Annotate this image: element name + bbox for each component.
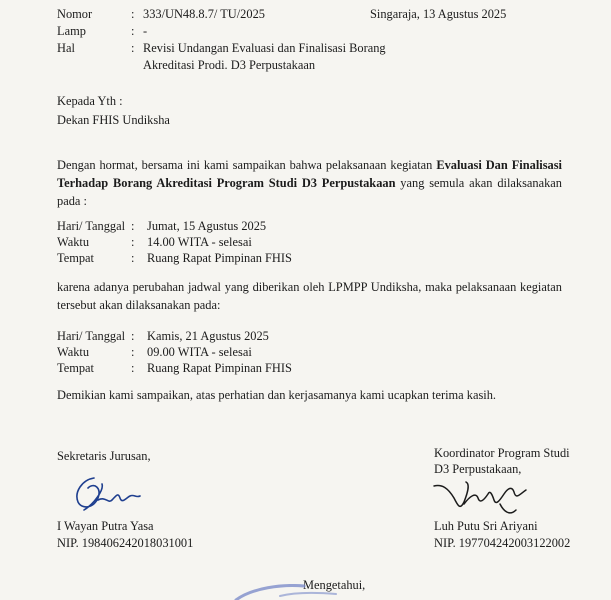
intro-paragraph <box>57 156 562 210</box>
new-tempat-value: Ruang Rapat Pimpinan FHIS <box>147 361 292 375</box>
lamp-value: - <box>143 24 148 38</box>
nomor-value: 333/UN48.8.7/ TU/2025 <box>143 7 265 21</box>
old-waktu-colon: : <box>131 235 135 249</box>
nomor-colon: : <box>131 7 135 21</box>
lamp-colon: : <box>131 24 135 38</box>
intro-bold: Evaluasi Dan Finalisasi Terhadap Borang Akreditasi Program Studi D3 Perpustakaan <box>57 158 562 190</box>
addressee-name: Dekan FHIS Undiksha <box>57 113 170 127</box>
new-hari-colon: : <box>131 329 135 343</box>
hal-value-line2: Akreditasi Prodi. D3 Perpustakaan <box>143 58 316 72</box>
place-date: Singaraja, 13 Agustus 2025 <box>370 7 507 21</box>
intro-text-before: Dengan hormat, bersama ini kami sampaikan bahwa pelaksanaan kegiatan <box>57 158 437 172</box>
official-stamp-icon <box>232 584 342 600</box>
nomor-label: Nomor <box>57 7 93 21</box>
old-tempat-label: Tempat <box>57 251 94 265</box>
old-hari-value: Jumat, 15 Agustus 2025 <box>147 219 267 233</box>
old-tempat-value: Ruang Rapat Pimpinan FHIS <box>147 251 292 265</box>
left-signatory-name: I Wayan Putra Yasa <box>57 519 154 533</box>
hal-label: Hal <box>57 41 75 55</box>
intro-text-after: yang semula akan dilaksanakan pada : <box>57 176 562 208</box>
old-hari-label: Hari/ Tanggal <box>57 219 126 233</box>
mengetahui-label: Mengetahui, <box>303 578 366 592</box>
hal-value-line1: Revisi Undangan Evaluasi dan Finalisasi Borang <box>143 41 386 55</box>
right-signatory-name: Luh Putu Sri Ariyani <box>434 519 538 533</box>
right-signatory-nip: NIP. 197704242003122002 <box>434 536 571 550</box>
right-signatory-title-line2: D3 Perpustakaan, <box>434 462 522 476</box>
old-waktu-value: 14.00 WITA - selesai <box>147 235 252 249</box>
change-paragraph: karena adanya perubahan jadwal yang diberikan oleh LPMPP Undiksha, maka pelaksanaan kegiatan tersebut akan dilaksanakan pada: <box>57 280 562 312</box>
new-waktu-value: 09.00 WITA - selesai <box>147 345 252 359</box>
old-tempat-colon: : <box>131 251 135 265</box>
new-tempat-colon: : <box>131 361 135 375</box>
left-signatory-nip: NIP. 198406242018031001 <box>57 536 194 550</box>
closing-text: Demikian kami sampaikan, atas perhatian dan kerjasamanya kami ucapkan terima kasih. <box>57 388 497 402</box>
old-waktu-label: Waktu <box>57 235 90 249</box>
hal-colon: : <box>131 41 135 55</box>
lamp-label: Lamp <box>57 24 86 38</box>
new-waktu-colon: : <box>131 345 135 359</box>
new-tempat-label: Tempat <box>57 361 94 375</box>
new-waktu-label: Waktu <box>57 345 90 359</box>
kepada-label: Kepada Yth : <box>57 94 123 108</box>
left-signature <box>64 470 144 522</box>
old-hari-colon: : <box>131 219 135 233</box>
left-signatory-title: Sekretaris Jurusan, <box>57 449 151 463</box>
right-signatory-title-line1: Koordinator Program Studi <box>434 446 570 460</box>
right-signature <box>430 474 540 524</box>
new-hari-label: Hari/ Tanggal <box>57 329 126 343</box>
new-hari-value: Kamis, 21 Agustus 2025 <box>147 329 269 343</box>
